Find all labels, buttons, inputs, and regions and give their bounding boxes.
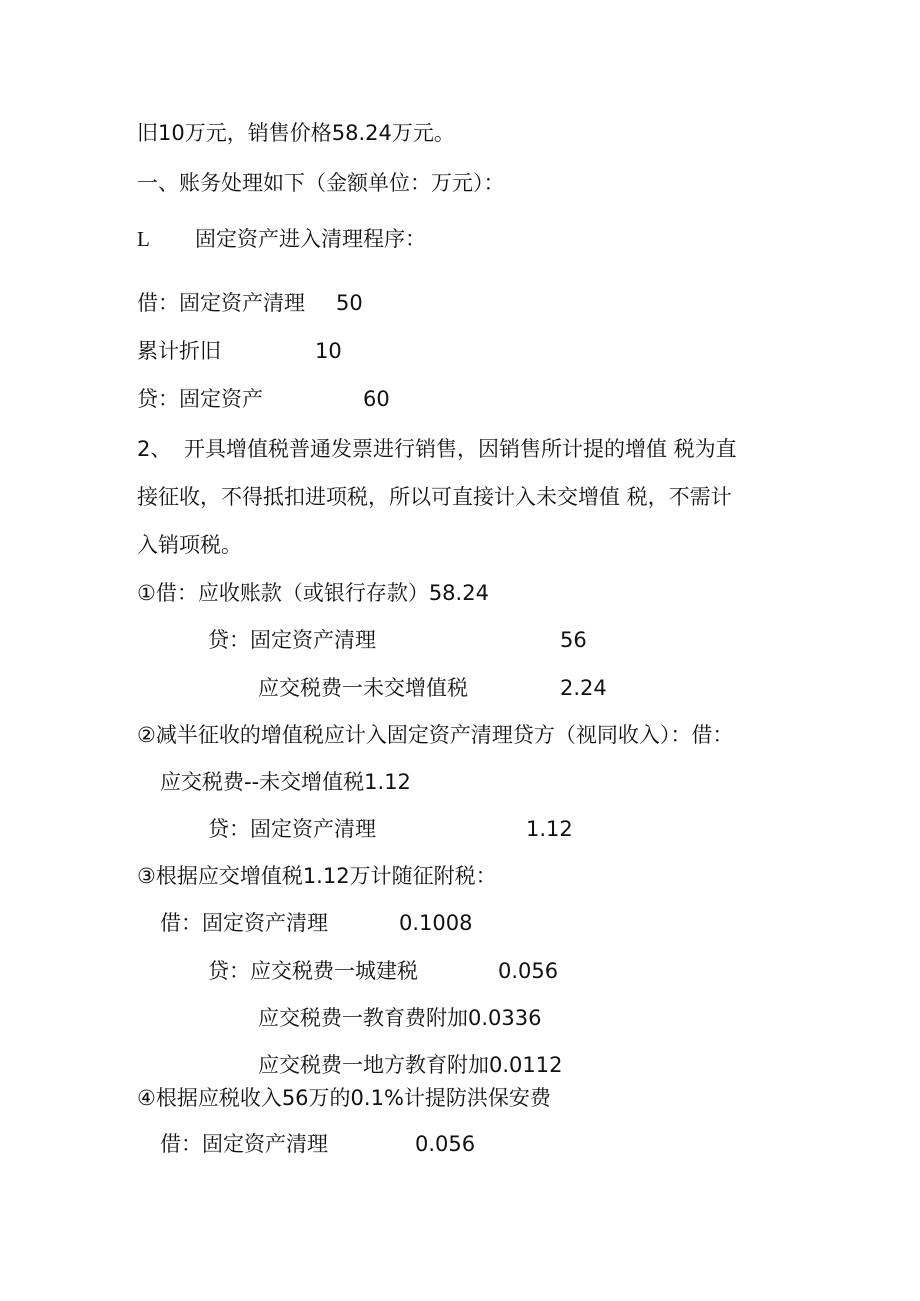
text-line [137,530,242,560]
line-text: 应交税费一地方教育附加0.0112 [258,1053,563,1077]
entry-amount: 56 [560,628,587,652]
line-text: 应交税费一教育费附加0.0336 [258,1006,542,1030]
entry-account: 借：固定资产清理 [160,911,328,935]
section-heading [137,168,505,198]
journal-entry-line [137,336,342,366]
entry-amount: 50 [336,291,363,315]
text-line [137,118,455,148]
entry-amount: 0.056 [498,959,559,983]
entry-account: 借：固定资产清理 [137,291,305,315]
journal-entry-line [137,384,390,414]
step-heading [137,434,737,464]
journal-entry-line [137,578,489,608]
entry-amount: 60 [363,387,390,411]
line-text: 固定资产进入清理程序： [195,227,426,251]
journal-entry-line [137,288,363,318]
line-text: 旧10万元，销售价格58.24万元。 [137,121,455,145]
entry-account: 贷：固定资产 [137,387,263,411]
line-text: ②减半征收的增值税应计入固定资产清理贷方（视同收入）：借： [137,723,734,747]
entry-account: 贷：固定资产清理 [208,628,376,652]
line-text: 开具增值税普通发票进行销售，因销售所计提的增值 税为直 [184,437,737,461]
line-text: ④根据应税收入56万的0.1%计提防洪保安费 [137,1086,551,1110]
entry-account: 应交税费一未交增值税 [258,676,468,700]
line-text: ①借：应收账款（或银行存款）58.24 [137,581,489,605]
step-heading [137,1083,551,1113]
entry-amount: 2.24 [560,676,607,700]
entry-account: 贷：应交税费一城建税 [208,959,418,983]
entry-amount: 0.056 [415,1132,476,1156]
list-marker: L [137,227,150,251]
line-text: 一、账务处理如下（金额单位：万元）： [137,171,505,195]
step-heading [137,224,426,254]
text-line [137,482,732,512]
entry-account: 贷：固定资产清理 [208,817,376,841]
step-heading [137,861,497,891]
journal-entry-line [258,1003,541,1033]
entry-account: 累计折旧 [137,339,221,363]
journal-entry-line [258,673,607,703]
list-marker: 2、 [137,437,172,461]
entry-amount: 10 [315,339,342,363]
line-text: 接征收，不得抵扣进项税，所以可直接计入未交增值 税，不需计 [137,485,732,509]
journal-entry-line [160,908,472,938]
entry-amount: 0.1008 [399,911,473,935]
entry-amount: 1.12 [526,817,573,841]
journal-entry-line [208,956,558,986]
journal-entry-line [160,767,411,797]
line-text: 应交税费--未交增值税1.12 [160,770,411,794]
journal-entry-line [208,625,587,655]
line-text: 入销项税。 [137,533,242,557]
journal-entry-line [258,1050,562,1080]
line-text: ③根据应交增值税1.12万计随征附税： [137,864,497,888]
entry-account: 借：固定资产清理 [160,1132,328,1156]
step-heading [137,720,733,750]
journal-entry-line [160,1129,475,1159]
journal-entry-line [208,814,573,844]
